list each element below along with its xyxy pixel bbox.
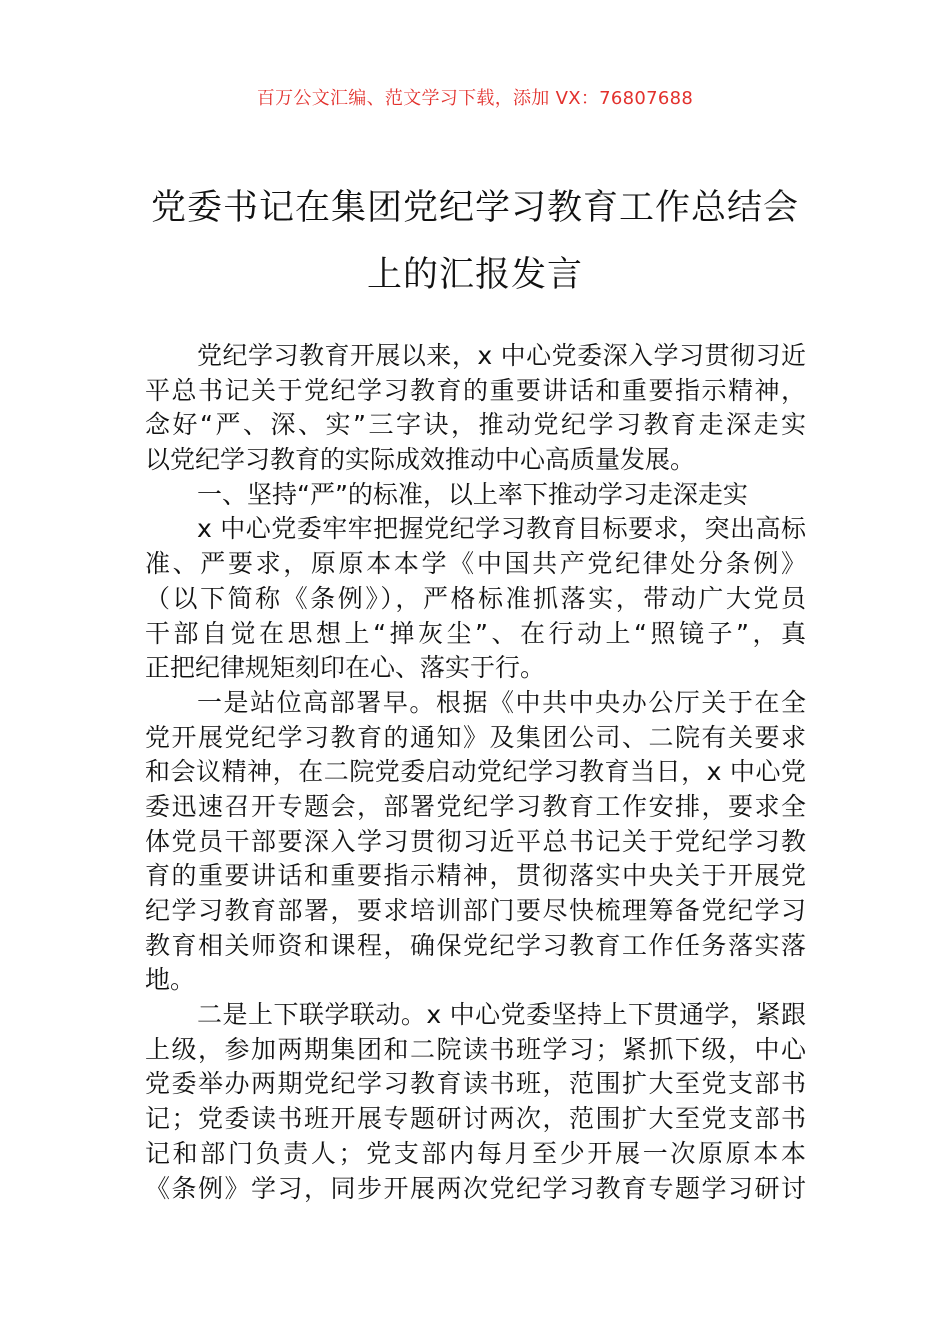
paragraph xyxy=(145,686,806,998)
text-line: 以党纪学习教育的实际成效推动中心高质量发展。 xyxy=(145,445,696,475)
text-line: 二是上下联学联动。x 中心党委坚持上下贯通学，紧跟 xyxy=(197,1000,806,1030)
text-line: 和会议精神，在二院党委启动党纪学习教育当日，x 中心党 xyxy=(145,757,806,787)
text-line: 平总书记关于党纪学习教育的重要讲话和重要指示精神， xyxy=(145,375,806,405)
text-line: x 中心党委牢牢把握党纪学习教育目标要求，突出高标 xyxy=(197,514,806,544)
watermark-header: 百万公文汇编、范文学习下载，添加 VX：76807688 xyxy=(256,88,694,109)
text-line: 委迅速召开专题会，部署党纪学习教育工作安排，要求全 xyxy=(145,791,806,821)
text-line: 正把纪律规矩刻印在心、落实于行。 xyxy=(145,653,546,683)
text-line: 党开展党纪学习教育的通知》及集团公司、二院有关要求 xyxy=(145,722,806,752)
text-line: 上级，参加两期集团和二院读书班学习；紧抓下级，中心 xyxy=(145,1034,806,1064)
text-line: 念好“严、深、实”三字诀，推动党纪学习教育走深走实 xyxy=(145,410,806,440)
text-line: 记和部门负责人；党支部内每月至少开展一次原原本本 xyxy=(145,1138,806,1168)
text-line: 干部自觉在思想上“掸灰尘”、在行动上“照镜子”，真 xyxy=(145,618,806,648)
text-line: 育的重要讲话和重要指示精神，贯彻落实中央关于开展党 xyxy=(145,861,806,891)
paragraph xyxy=(145,512,806,685)
document-title-line-2: 上的汇报发言 xyxy=(366,255,583,295)
text-line: 记；党委读书班开展专题研讨两次，范围扩大至党支部书 xyxy=(145,1104,806,1134)
document-title-line-1: 党委书记在集团党纪学习教育工作总结会 xyxy=(150,188,799,228)
text-line: 地。 xyxy=(145,965,196,995)
text-line: （以下简称《条例》），严格标准抓落实，带动广大党员 xyxy=(145,583,806,613)
paragraph xyxy=(145,339,806,478)
text-line: 党纪学习教育开展以来，x 中心党委深入学习贯彻习近 xyxy=(197,341,806,370)
paragraph xyxy=(145,478,806,513)
document-body xyxy=(145,339,806,1206)
text-line: 《条例》学习，同步开展两次党纪学习教育专题学习研讨 xyxy=(145,1173,806,1203)
text-line: 体党员干部要深入学习贯彻习近平总书记关于党纪学习教 xyxy=(145,826,806,856)
section-heading: 一、坚持“严”的标准，以上率下推动学习走深走实 xyxy=(197,479,748,509)
text-line: 纪学习教育部署，要求培训部门要尽快梳理筹备党纪学习 xyxy=(145,896,806,925)
text-line: 党委举办两期党纪学习教育读书班，范围扩大至党支部书 xyxy=(145,1069,806,1099)
text-line: 准、严要求，原原本本学《中国共产党纪律处分条例》 xyxy=(145,549,806,579)
text-line: 一是站位高部署早。根据《中共中央办公厅关于在全 xyxy=(197,687,806,717)
text-line: 教育相关师资和课程，确保党纪学习教育工作任务落实落 xyxy=(145,930,806,960)
paragraph xyxy=(145,998,806,1206)
